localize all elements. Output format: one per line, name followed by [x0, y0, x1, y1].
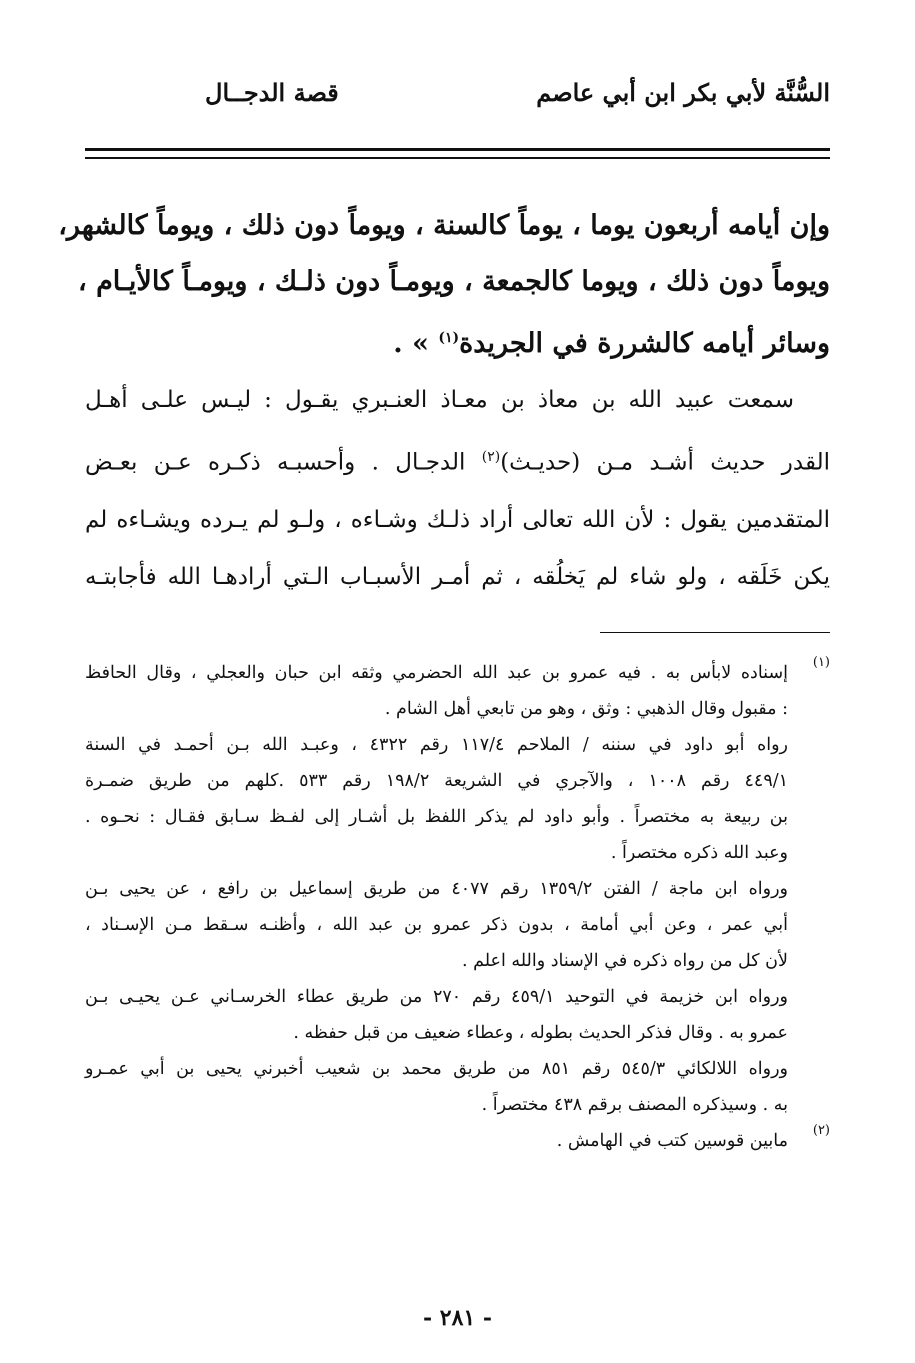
footnote-2: [85, 1123, 830, 1159]
footnotes: [85, 655, 830, 1159]
commentary-text: الدجـال . وأحسبـه ذكـره عـن بعـض: [85, 449, 482, 476]
footnote-1: [85, 655, 830, 1123]
chapter-title: قصة الدجــال: [205, 78, 339, 107]
hadith-line-text: وسائر أيامه كالشررة في الجريدة: [459, 328, 830, 359]
footnote-line: رواه أبو داود في سننه / الملاحم ١١٧/٤ رقم ٤٣٢٢ ، وعبـد الله بـن أحمـد في السنة: [85, 735, 788, 755]
footnote-line: عمرو به . وقال فذكر الحديث بطوله ، وعطاء ضعيف من قبل حفظه .: [293, 1023, 788, 1043]
hadith-line-tail: » .: [393, 328, 439, 359]
footnote-number: (٢): [812, 1123, 830, 1138]
footnote-separator: [600, 632, 830, 633]
footnote-line: مابين قوسين كتب في الهامش .: [556, 1131, 788, 1151]
book-title: السُّنَّة لأبي بكر ابن أبي عاصم: [536, 78, 830, 107]
commentary-line: المتقدمين يقول : لأن الله تعالى أراد ذلـك وشـاءه ، ولـو لم يـرده ويشـاءه لم: [85, 506, 830, 533]
footnote-line: ٤٤٩/١ رقم ١٠٠٨ ، والآجري في الشريعة ١٩٨/٢ رقم ٥٣٣ .كلهم من طريق ضمـرة: [85, 771, 789, 791]
hadith-line: ويوماً دون ذلك ، ويوما كالجمعة ، ويومـاً دون ذلـك ، ويومـاً كالأيـام ،: [77, 266, 830, 297]
footnote-line: ورواه ابن ماجة / الفتن ١٣٥٩/٢ رقم ٤٠٧٧ من طريق إسماعيل بن رافع ، عن يحيى بـن: [85, 879, 789, 899]
footnote-number: (١): [812, 655, 830, 670]
commentary-line: [85, 429, 830, 492]
footnote-line: أبي عمر ، وعن أبي أمامة ، بدون ذكر عمرو بن عبد الله ، وأظنـه سـقط مـن الإسـناد ،: [85, 915, 788, 935]
running-header: [85, 70, 830, 120]
hadith-line: وإن أيامه أربعون يوما ، يوماً كالسنة ، ويوماً دون ذلك ، ويوماً كالشهر،: [58, 210, 830, 241]
footnote-ref-1: (١): [438, 330, 460, 346]
footnote-line: به . وسيذكره المصنف برقم ٤٣٨ مختصراً .: [481, 1095, 788, 1115]
footnote-line: إسناده لابأس به . فيه عمرو بن عبد الله الحضرمي وثقه ابن حبان والعجلي ، وقال الحافظ: [85, 663, 788, 683]
footnote-line: : مقبول وقال الذهبي : وثق ، وهو من تابعي أهل الشام .: [384, 699, 788, 719]
footnote-line: ورواه اللالكائي ٥٤٥/٣ رقم ٨٥١ من طريق محمد بن شعيب أخبرني يحيى بن أبي عمـرو: [85, 1059, 788, 1079]
commentary-line: سمعت عبيد الله بن معاذ بن معـاذ العنـبري يقـول : ليـس علـى أهـل: [85, 387, 794, 413]
commentary-line: يكن خَلَقه ، ولو شاء لم يَخلُقه ، ثم أمـر الأسبـاب الـتي أرادهـا الله فأجابتـه: [85, 563, 830, 590]
hadith-line-last: [85, 310, 830, 372]
footnote-line: وعبد الله ذكره مختصراً .: [610, 843, 788, 863]
page-number: - ٢٨١ -: [422, 1305, 493, 1331]
footnote-line: ورواه ابن خزيمة في التوحيد ٤٥٩/١ رقم ٢٧٠ من طريق عطاء الخرسـاني عـن يحيـى بـن: [85, 987, 789, 1007]
footnote-ref-2: (٢): [481, 449, 501, 465]
footnote-line: بن ربيعة به مختصراً . وأبو داود لم يذكر اللفظ بل أشـار إلى لفـظ سـابق فقـال : نحـوه .: [85, 807, 788, 827]
main-text: [58, 198, 831, 606]
header-rule-thin: [85, 157, 830, 159]
footnote-line: لأن كل من رواه ذكره في الإسناد والله اعلم .: [461, 951, 788, 971]
header-rule-thick: [85, 148, 830, 151]
commentary-text: القدر حديث أشـد مـن (حديـث): [500, 449, 831, 476]
